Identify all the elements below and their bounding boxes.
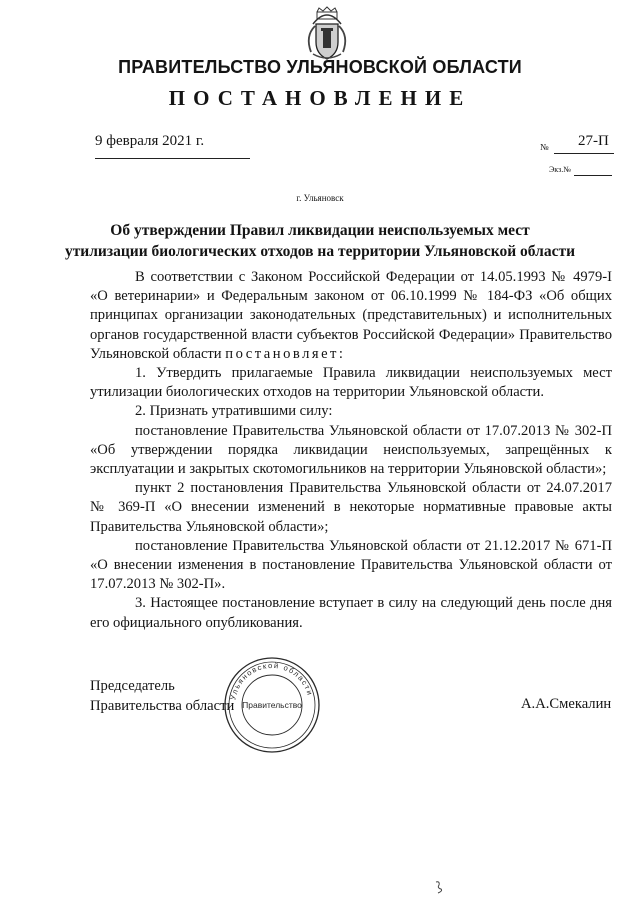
position-line-1: Председатель xyxy=(90,678,175,694)
item-2a: постановление Правительства Ульяновской области от 17.07.2013 № 302-П «Об утверждении порядка ликвидации неиспользуемых, запрещённых к эксплуатации и закрытых скотомогильников на территории Ульяновской области»; xyxy=(90,422,612,478)
decree-word: постановляет: xyxy=(225,345,346,362)
item-3: 3. Настоящее постановление вступает в силу на следующий день после дня его официального опубликования. xyxy=(90,595,612,631)
coat-of-arms-icon xyxy=(303,6,351,62)
item-1: 1. Утвердить прилагаемые Правила ликвидации неиспользуемых мест утилизации биологических отходов на территории Ульяновской области. xyxy=(90,365,612,401)
city: г. Ульяновск xyxy=(296,193,344,203)
date-underline xyxy=(95,158,250,159)
item-2c: постановление Правительства Ульяновской области от 21.12.2017 № 671-П «О внесении изменения в постановление Правительства Ульяновской области от 17.07.2013 № 302-П». xyxy=(90,537,612,593)
official-stamp xyxy=(222,655,322,755)
number-label: № xyxy=(540,142,549,152)
stamp-ring-text: Ульяновской области xyxy=(228,660,315,701)
copy-number-underline xyxy=(574,175,612,176)
number-underline xyxy=(554,153,614,154)
item-2b: пункт 2 постановления Правительства Ульяновской области от 24.07.2017 № 369-П «О внесении изменений в некоторые нормативные правовые акты Правительства Ульяновской области»; xyxy=(90,480,612,535)
signatory-position xyxy=(90,677,234,716)
document-title xyxy=(60,220,580,262)
document-type: ПОСТАНОВЛЕНИЕ xyxy=(168,86,472,110)
intro-text: В соответствии с Законом Российской Федерации от 14.05.1993 № 4979-I «О ветеринарии» и Федеральным законом от 06.10.1999 № 184-ФЗ «Об общих принципах организации законодательных (представительных) и исполнительных органов государственной власти субъектов Российской Федерации» Правительство Ульяновской области xyxy=(90,269,612,362)
copy-number-label: Экз.№ xyxy=(549,165,571,174)
title-line-1: Об утверждении Правил ликвидации неиспользуемых мест xyxy=(110,222,530,239)
document-date: 9 февраля 2021 г. xyxy=(95,133,205,149)
signatory-name: А.А.Смекалин xyxy=(521,696,612,712)
position-line-2: Правительства области xyxy=(90,697,235,714)
intro-paragraph xyxy=(90,268,612,364)
handwritten-mark-icon xyxy=(433,880,445,894)
svg-text:Ульяновской области xyxy=(228,661,315,701)
government-name: ПРАВИТЕЛЬСТВО УЛЬЯНОВСКОЙ ОБЛАСТИ xyxy=(118,57,522,77)
document-number: 27-П xyxy=(578,133,609,149)
title-line-2: утилизации биологических отходов на территории Ульяновской области xyxy=(64,243,576,260)
item-2: 2. Признать утратившими силу: xyxy=(135,403,333,420)
stamp-center-text: Правительство xyxy=(242,700,302,710)
document-body xyxy=(90,268,612,633)
